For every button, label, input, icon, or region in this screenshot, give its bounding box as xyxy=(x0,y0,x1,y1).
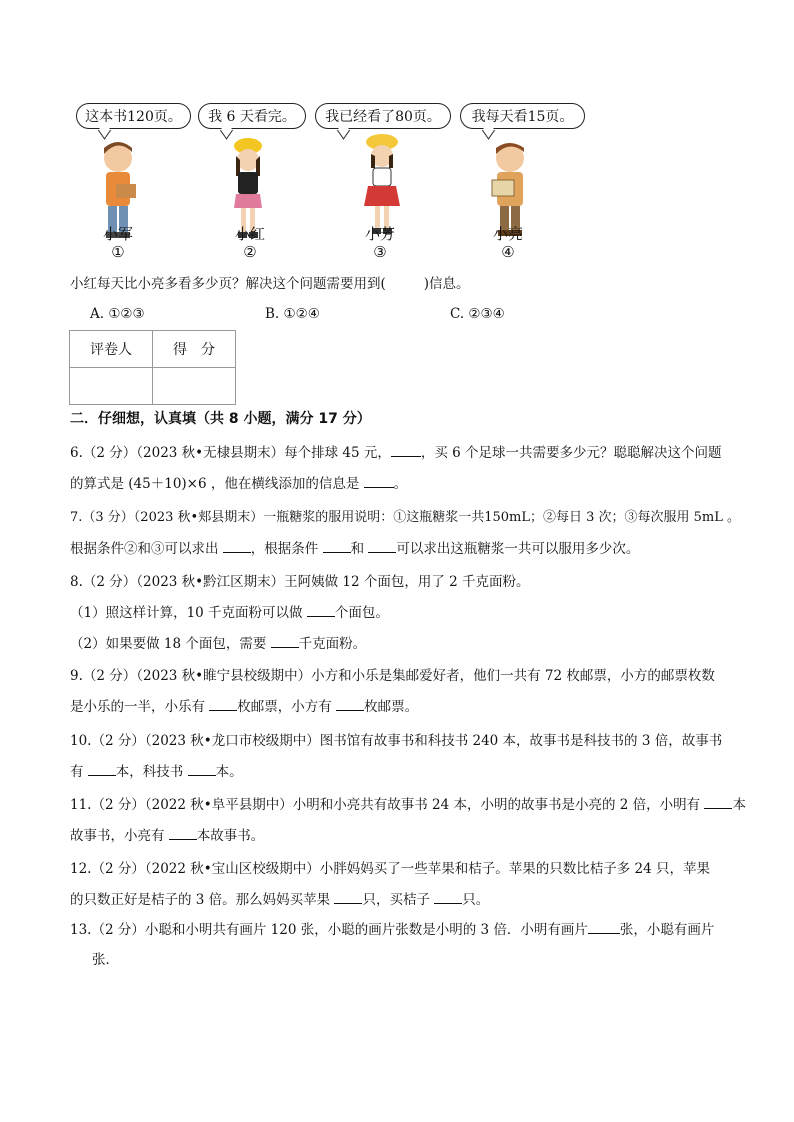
answer-blank[interactable] xyxy=(88,763,116,776)
grader-cell[interactable] xyxy=(70,368,153,405)
question-7-line-2 xyxy=(70,537,639,557)
question-text: 枚邮票。 xyxy=(364,699,419,715)
speech-bubble-xiaoliang: 我每天看15页。 xyxy=(460,103,585,129)
question-text: 的只数正好是桔子的 3 倍。那么妈妈买苹果 xyxy=(70,892,331,908)
question-text: 是小乐的一半，小乐有 xyxy=(70,699,205,715)
question-text: 只，买桔子 xyxy=(362,892,430,908)
question-13-line-1 xyxy=(70,918,714,938)
option-b[interactable]: B. ①②④ xyxy=(265,306,320,322)
question-text: 12.（2 分）（2022 秋•宝山区校级期中）小胖妈妈买了一些苹果和桔子。苹果的只数比桔子多 24 只，苹果 xyxy=(70,861,710,877)
question-text: 11.（2 分）（2022 秋•阜平县期中）小明和小亮共有故事书 24 本，小明的故事书是小亮的 2 倍，小明有 xyxy=(70,797,701,813)
answer-blank[interactable] xyxy=(169,827,197,840)
grader-header: 评卷人 xyxy=(70,331,153,368)
speech-bubble-xiaojun: 这本书120页。 xyxy=(76,103,191,129)
question-11-line-1 xyxy=(70,793,746,813)
question-text: 本 xyxy=(732,797,746,813)
answer-blank[interactable] xyxy=(223,540,251,553)
question-text: 。 xyxy=(393,476,408,492)
kid-name: 小红 xyxy=(234,225,265,243)
question-text: 7.（3 分）（2023 秋•郏县期末）一瓶糖浆的服用说明：①这瓶糖浆一共150mL；②每日 3 次；③每次服用 5mL 。 xyxy=(70,510,740,525)
question-text: ，买 6 个足球一共需要多少元？聪聪解决这个问题 xyxy=(420,445,722,461)
question-text: 本。 xyxy=(215,764,243,780)
kid-name: 小亮 xyxy=(492,225,523,243)
question-6-line-1 xyxy=(70,441,722,461)
answer-blank[interactable] xyxy=(334,891,362,904)
kid-number: ① xyxy=(111,243,125,261)
question-10-line-1 xyxy=(70,729,722,749)
kid-number: ③ xyxy=(373,243,387,261)
question-text: （2）如果要做 18 个面包，需要 xyxy=(70,636,267,652)
option-a[interactable]: A. ①②③ xyxy=(90,306,145,322)
option-c[interactable]: C. ②③④ xyxy=(450,306,505,322)
question-text: 只。 xyxy=(462,892,490,908)
speech-bubble-xiaofang: 我已经看了80页。 xyxy=(315,103,451,129)
score-table xyxy=(69,330,236,405)
answer-blank[interactable] xyxy=(188,763,216,776)
question-text: 6.（2 分）（2023 秋•无棣县期末）每个排球 45 元， xyxy=(70,445,391,461)
question-text: 本故事书。 xyxy=(196,828,265,844)
score-header: 得 分 xyxy=(153,331,236,368)
kid-name: 小军 xyxy=(102,225,133,243)
kid-number: ④ xyxy=(501,243,515,261)
answer-blank[interactable] xyxy=(588,921,620,934)
question-text: 10.（2 分）（2023 秋•龙口市校级期中）图书馆有故事书和科技书 240 本，故事书是科技书的 3 倍，故事书 xyxy=(70,733,723,749)
question-text: 13.（2 分）小聪和小明共有画片 120 张，小聪的画片张数是小明的 3 倍．小明有画片 xyxy=(70,922,588,938)
answer-blank[interactable] xyxy=(307,604,335,617)
question-text: 和 xyxy=(350,541,365,557)
question-text: 张，小聪有画片 xyxy=(619,922,715,938)
answer-blank[interactable] xyxy=(434,891,462,904)
question-12-line-1 xyxy=(70,857,710,877)
speech-bubble-xiaohong: 我 6 天看完。 xyxy=(198,103,306,129)
question-13-line-2 xyxy=(92,948,119,968)
question-5-text: 小红每天比小亮多看多少页？解决这个问题需要用到( xyxy=(70,276,386,292)
question-text: 个面包。 xyxy=(334,605,389,621)
question-7-line-1 xyxy=(70,506,740,525)
score-cell[interactable] xyxy=(153,368,236,405)
question-text: ，根据条件 xyxy=(250,541,319,557)
question-text: 9.（2 分）（2023 秋•睢宁县校级期中）小方和小乐是集邮爱好者，他们一共有 72 枚邮票，小方的邮票枚数 xyxy=(70,668,715,684)
question-text: 根据条件②和③可以求出 xyxy=(70,541,219,557)
question-text: 张． xyxy=(92,952,119,968)
question-8-line-1 xyxy=(70,570,530,590)
question-12-line-2 xyxy=(70,888,489,908)
question-6-line-2 xyxy=(70,472,407,492)
answer-blank[interactable] xyxy=(336,698,364,711)
answer-blank[interactable] xyxy=(704,796,732,809)
question-text: 本，科技书 xyxy=(115,764,184,780)
answer-blank[interactable] xyxy=(323,540,351,553)
question-5 xyxy=(70,272,470,292)
section-title: 二．仔细想，认真填（共 8 小题，满分 17 分） xyxy=(70,411,371,427)
answer-blank[interactable] xyxy=(391,444,421,457)
question-text: （1）照这样计算，10 千克面粉可以做 xyxy=(70,605,303,621)
kid-name: 小芳 xyxy=(364,225,395,243)
question-text: 故事书，小亮有 xyxy=(70,828,165,844)
question-9-line-1 xyxy=(70,664,715,684)
question-text: 枚邮票，小方有 xyxy=(237,699,332,715)
question-8-line-3 xyxy=(70,632,366,652)
question-8-line-2 xyxy=(70,601,389,621)
question-text: 8.（2 分）（2023 秋•黔江区期末）王阿姨做 12 个面包，用了 2 千克面粉。 xyxy=(70,574,530,590)
question-5-text-end: )信息。 xyxy=(423,276,470,292)
question-11-line-2 xyxy=(70,824,264,844)
question-9-line-2 xyxy=(70,695,418,715)
question-text: 千克面粉。 xyxy=(298,636,367,652)
answer-blank[interactable] xyxy=(209,698,237,711)
question-text: 可以求出这瓶糖浆一共可以服用多少次。 xyxy=(396,541,640,557)
question-text: 的算式是 (45＋10)×6 ，他在横线添加的信息是 xyxy=(70,476,360,492)
kid-number: ② xyxy=(243,243,257,261)
answer-blank[interactable] xyxy=(368,540,396,553)
question-text: 有 xyxy=(70,764,84,780)
answer-blank[interactable] xyxy=(271,635,299,648)
question-10-line-2 xyxy=(70,760,243,780)
answer-blank[interactable] xyxy=(364,475,394,488)
